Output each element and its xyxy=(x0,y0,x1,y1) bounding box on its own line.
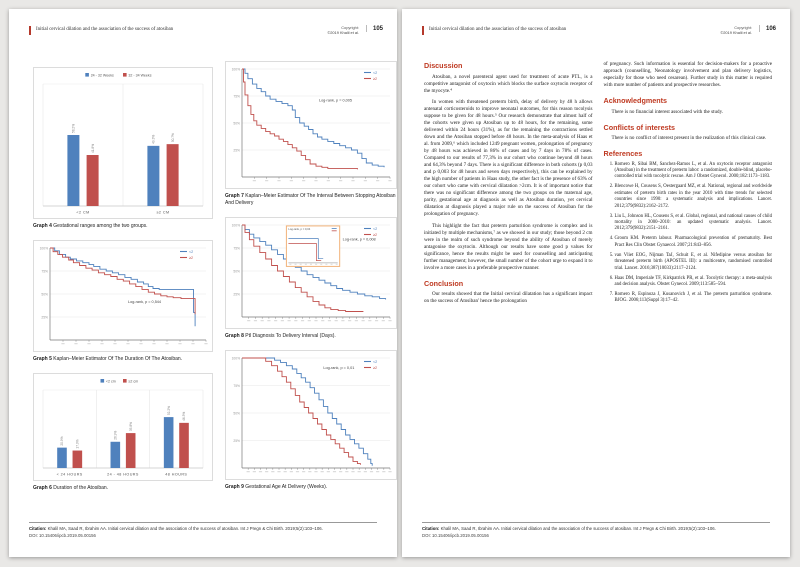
reference-item: 5. van Vliet EOG, Nijman TaJ, Schuit E, et al. Nifedipine versus atosiban for threatened preterm birth (APOSTEL III): a multicentre, randomised controlled trial. Lancet. 2016;387(10033):2117–2124. xyxy=(615,253,773,272)
page-left xyxy=(9,9,397,557)
svg-text:24 - 48 HOURS: 24 - 48 HOURS xyxy=(107,472,139,477)
running-head-right xyxy=(422,25,776,36)
svg-text:32 - 34 Weeks: 32 - 34 Weeks xyxy=(128,73,152,78)
reference-item: 7. Romero R, Espinoza J, Kusanovich J, et al. The preterm parturition syndrome. BJOG. 2006;113(Suppl 3):17–42. xyxy=(615,292,773,305)
graph4-caption xyxy=(33,223,213,230)
graph5-caption-text: Kaplan–Meier Estimator Of The Duration Of The Atosiban. xyxy=(53,356,183,362)
graph6-caption-label: Graph 6 xyxy=(33,485,52,491)
citation-text: Khalil MA, Saad R, Ibrahim AA. Initial cervical dilation and the association of the success of atosiban. Int J Pregn & Chi Birth. 2019;5(2):103‒106. xyxy=(440,526,716,532)
svg-text:58.2%: 58.2% xyxy=(71,123,76,133)
running-head-left xyxy=(29,25,383,36)
graph8-caption-label: Graph 8 xyxy=(225,333,244,339)
citation-label: Citation: xyxy=(422,526,440,532)
svg-text:≥2 cm: ≥2 cm xyxy=(128,379,139,384)
svg-text:100%: 100% xyxy=(231,67,240,72)
graph7-km-chart xyxy=(225,61,397,189)
article-body xyxy=(424,61,772,310)
graph9-caption-label: Graph 9 xyxy=(225,484,244,490)
continuation-paragraph: of pregnancy. Such information is essential for decision-makers for a proactive approach (counselling, Neonatology involvement and plan delivery logistics, especially for those who need cesarean). Further study in this matter is required with more number of patients and prospective researches. xyxy=(603,61,772,89)
graph6-caption xyxy=(33,485,213,492)
svg-text:25%: 25% xyxy=(233,148,240,153)
citation-label: Citation: xyxy=(29,526,47,532)
graph7-caption xyxy=(225,193,397,207)
page-number: 105 xyxy=(366,25,383,32)
svg-text:52.2%: 52.2% xyxy=(166,406,171,416)
discussion-heading: Discussion xyxy=(424,61,463,70)
svg-text:25%: 25% xyxy=(233,438,240,443)
page-number: 106 xyxy=(759,25,776,32)
graph4-bar-chart xyxy=(33,67,213,219)
graph6-caption-text: Duration of the Atosiban. xyxy=(53,485,109,491)
svg-text:75%: 75% xyxy=(41,269,48,274)
svg-text:Log-rank, p = 0,544: Log-rank, p = 0,544 xyxy=(128,300,162,305)
graph8-km-chart xyxy=(225,217,397,329)
graph4-caption-text: Gestational ranges among the two groups. xyxy=(53,223,148,229)
svg-text:<2 CM: <2 CM xyxy=(76,210,90,215)
svg-text:≥2: ≥2 xyxy=(189,255,194,260)
graph9-caption-text: Gestational Age At Delivery (Weeks). xyxy=(245,484,328,490)
header-red-tick xyxy=(422,26,424,35)
copyright-block xyxy=(327,25,359,36)
svg-text:≥2: ≥2 xyxy=(373,365,378,370)
discussion-paragraph-1: Atosiban, a novel parenteral agent used for treatment of acute PTL, is a competitive antagonist of oxytocin which blocks the surface oxytocin receptor of the myocyte.⁴ xyxy=(424,73,593,94)
svg-text:75%: 75% xyxy=(233,246,240,251)
graph5-caption xyxy=(33,356,213,363)
copyright-label: Copyright: xyxy=(341,25,359,30)
graph-column-1 xyxy=(33,67,213,502)
svg-text:<2 cm: <2 cm xyxy=(105,379,116,384)
svg-text:Log-rank, p = 0,04: Log-rank, p = 0,04 xyxy=(288,228,311,232)
svg-text:26.9%: 26.9% xyxy=(113,430,118,440)
reference-item: 6. Haas DM, Imperiale TF, Kirkpatrick PR, et al. Tocolytic therapy: a meta-analysis and decision analysis. Obstet Gynecol. 2009;113:585–594. xyxy=(615,276,773,289)
graph9-caption xyxy=(225,484,397,491)
svg-text:Log-rank, p = 0,005: Log-rank, p = 0,005 xyxy=(318,98,353,103)
doi-line: DOI: 10.15406/ipcb.2019.05.00156 xyxy=(29,532,96,538)
svg-text:50%: 50% xyxy=(41,292,48,297)
reference-item: 2. Blencowe H, Cousens S, Oestergaard MZ, et al. National, regional and worldwide estimates of preterm birth rates in the year 2010 with time trends for selected countries since 1990: a systematic analysis and implications. Lancet. 2012;379(9832):2162–2172. xyxy=(615,184,773,210)
acknowledgments-heading: Acknowledgments xyxy=(603,96,668,106)
svg-text:<2: <2 xyxy=(373,359,378,364)
graph6-bar-chart xyxy=(33,373,213,481)
reference-item: 1. Romero R, Sibai BM, Sanchez-Ramos L, et al. An oxytocin receptor antagonist (Atosiban) in the treatment of preterm labor: a randomized, double-blind, placebo-controlled trial with tocolytic rescue. Am J Obstet Gynecol. 2000;182:1173–1183. xyxy=(615,162,773,181)
svg-text:≥2: ≥2 xyxy=(373,232,378,237)
svg-text:<2: <2 xyxy=(373,226,378,231)
graph-column-2 xyxy=(225,61,397,501)
svg-text:≥2 CM: ≥2 CM xyxy=(156,210,170,215)
svg-text:35.8%: 35.8% xyxy=(128,422,133,432)
svg-text:48 HOURS: 48 HOURS xyxy=(165,472,188,477)
svg-text:< 24 HOURS: < 24 HOURS xyxy=(56,472,83,477)
svg-text:50%: 50% xyxy=(233,411,240,416)
reference-item: 4. Groom KM. Preterm labour. Pharmacological prevention of prematurity. Best Pract Res Clin Obstet Gynaecol. 2007;21:843–856. xyxy=(615,236,773,249)
references-heading: References xyxy=(603,149,643,159)
svg-text:17.9%: 17.9% xyxy=(75,439,80,449)
svg-text:25%: 25% xyxy=(41,315,48,320)
graph4-caption-label: Graph 4 xyxy=(33,223,52,229)
running-title: Initial cervical dilation and the association of the success of atosiban xyxy=(36,27,174,32)
reference-list xyxy=(604,162,773,305)
graph5-caption-label: Graph 5 xyxy=(33,356,52,362)
svg-text:Log-rank, p = 0,01: Log-rank, p = 0,01 xyxy=(323,366,355,370)
svg-text:<2: <2 xyxy=(373,70,378,75)
svg-text:75%: 75% xyxy=(233,94,240,99)
article-column-right xyxy=(604,61,773,310)
svg-text:≥2: ≥2 xyxy=(373,76,378,81)
footer-left xyxy=(29,522,377,539)
graph9-km-chart xyxy=(225,350,397,480)
svg-text:75%: 75% xyxy=(233,383,240,388)
copyright-label: Copyright: xyxy=(734,25,752,30)
svg-text:100%: 100% xyxy=(231,223,240,228)
conflicts-paragraph: There is no conflict of interest present in the realization of this clinical case. xyxy=(611,135,767,142)
copyright-text: ©2019 Khalil et al. xyxy=(327,30,359,36)
svg-text:100%: 100% xyxy=(231,356,240,361)
graph8-caption xyxy=(225,333,397,340)
svg-text:<2: <2 xyxy=(189,249,194,254)
copyright-text: ©2019 Khalil et al. xyxy=(720,30,752,36)
conclusion-paragraph: Our results showed that the Initial cervical dilatation has a significant impact on the success of Atosiban' hence the prolongation xyxy=(424,291,593,305)
reference-item: 3. Liu L, Johnson HL, Cousens S, et al. Global, regional, and national causes of child mortality in 2000–2010: an updated systematic analysis. Lancet. 2012;379(9832):2151–2161. xyxy=(615,214,773,233)
graph7-caption-label: Graph 7 xyxy=(225,193,244,199)
header-red-tick xyxy=(29,26,31,35)
graph7-caption-text: Kaplan–Meier Estimator Of The Interval Between Stopping Atosiban And Delivery xyxy=(225,193,396,206)
doi-line: DOI: 10.15406/ipcb.2019.05.00156 xyxy=(422,532,489,538)
svg-text:50.7%: 50.7% xyxy=(170,133,175,143)
copyright-block xyxy=(720,25,752,36)
graph8-caption-text: Ptl Diagnosis To Delivery Interval (Days). xyxy=(245,333,336,339)
article-column-left xyxy=(424,61,593,310)
svg-text:Log-rank, p = 0,008: Log-rank, p = 0,008 xyxy=(342,237,376,242)
discussion-paragraph-3: This highlight the fact that preterm parturition syndrome is complex and is initiated by multiple mechanisms,⁷ as we showed in our study; those beyond 2 cm were in the realm of such syndrome beyond the ability of Atosiban of merely antagonise the oxytocin. Although our results have some good p values for significance, hence the results might be used for counselling and anticipating further management; however, the small number of the cohort urge to expand it to involve a more cases in a preferable prospective manner. xyxy=(424,222,593,271)
svg-text:50%: 50% xyxy=(233,269,240,274)
citation-text: Khalil MA, Saad R, Ibrahim AA. Initial cervical dilation and the association of the success of atosiban. Int J Pregn & Chi Birth. 2019;5(2):103‒106. xyxy=(47,526,323,532)
page-right xyxy=(402,9,790,557)
graph5-km-chart xyxy=(33,240,213,352)
svg-text:20.9%: 20.9% xyxy=(60,436,65,446)
conclusion-heading: Conclusion xyxy=(424,278,464,288)
conflicts-heading: Conflicts of interests xyxy=(603,122,675,132)
acknowledgments-paragraph: There is no financial interest associated with the study. xyxy=(611,108,724,115)
svg-text:41.8%: 41.8% xyxy=(90,143,95,154)
svg-text:24 - 32 Weeks: 24 - 32 Weeks xyxy=(90,73,114,78)
svg-text:25%: 25% xyxy=(233,292,240,297)
svg-text:49.3%: 49.3% xyxy=(151,134,156,144)
discussion-paragraph-2: In women with threatened preterm birth, delay of delivery by 48 h allows antenatal corticosteroids to improve neonatal outcomes, for this reason tocolysis suppose to be given for 48 hours.⁵ Our research demonstrate that almost half of the cohorts were given up Atosiban up to 48 hours, for the remaining, some delivered within 24 hours (31%), as for the remaining the contractions settled down and the Atosiban stopped before 48 hours. In the meta-analysis of Haas et al. from 2009,⁶ which included 1249 pregnant women, prolongation of pregnancy by 48 hours was achieved in 86% of cases and by 7 days in 78% of cases. Compared to our results of 77,3% in our cohort who continue beyond 48 hours and 64,3% beyond 7 days. There is a significant difference in both cohorts (p 0,03 and p 0,003 for 48 hours and seven days respectively), this can be explained by the high number of patients in Haas study, the other fact is the presence of 63% of our cohort who came with cervical dilatation >2cm. It is of important notice that there was no significant difference among the two groups on the maternal age, parity, gestational age at diagnosis as well as Atosiban duration, yet cervical dilatation at diagnosis played a major rule on the success of Atosiban for the prolongation of pregnancy. xyxy=(424,99,593,218)
svg-text:50%: 50% xyxy=(233,121,240,126)
svg-text:100%: 100% xyxy=(39,246,48,251)
running-title: Initial cervical dilation and the association of the success of atosiban xyxy=(429,27,567,32)
svg-text:46.3%: 46.3% xyxy=(182,411,187,421)
footer-right xyxy=(422,522,770,539)
